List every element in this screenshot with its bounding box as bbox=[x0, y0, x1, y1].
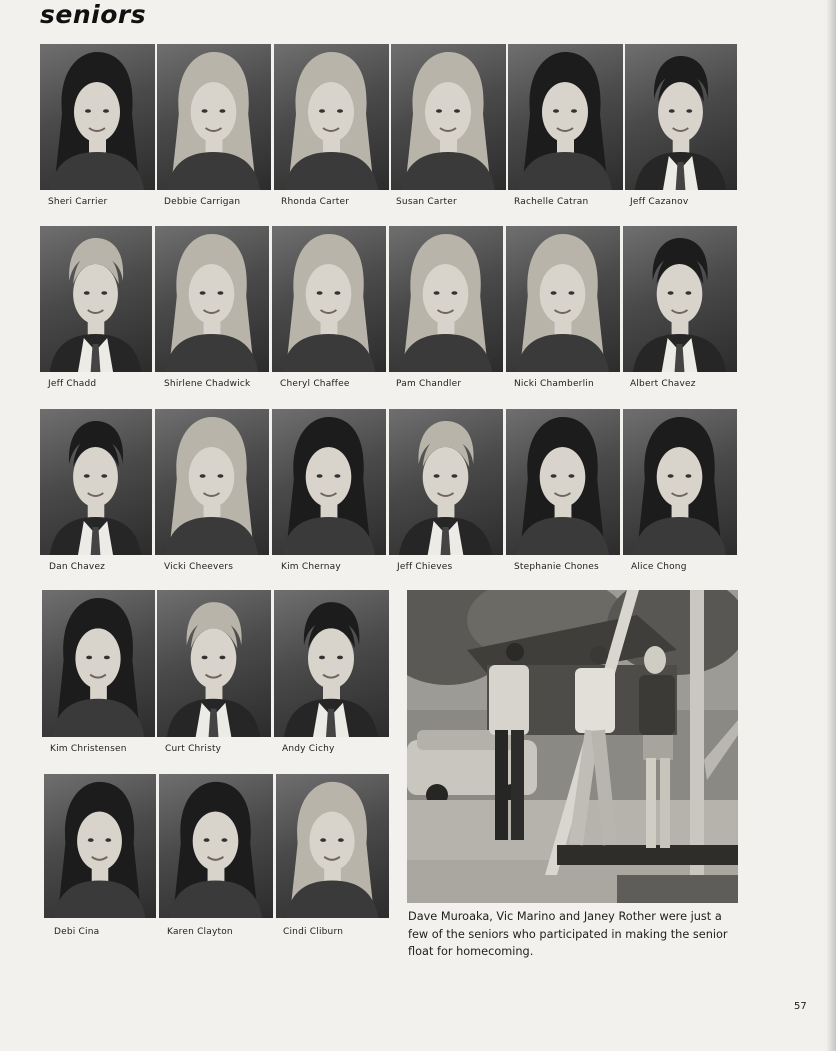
senior-portrait-photo bbox=[155, 409, 269, 555]
senior-portrait-photo bbox=[155, 226, 269, 372]
senior-portrait-photo bbox=[623, 226, 737, 372]
senior-portrait-photo bbox=[42, 590, 155, 737]
senior-portrait-photo bbox=[508, 44, 623, 190]
senior-name-label: Nicki Chamberlin bbox=[514, 379, 594, 389]
senior-name-label: Albert Chavez bbox=[630, 379, 696, 389]
senior-portrait-photo bbox=[276, 774, 389, 918]
senior-portrait-photo bbox=[272, 226, 386, 372]
senior-name-label: Kim Chernay bbox=[281, 562, 341, 572]
senior-name-label: Jeff Cazanov bbox=[630, 197, 689, 207]
senior-portrait-photo bbox=[506, 226, 620, 372]
senior-portrait-photo bbox=[159, 774, 273, 918]
senior-portrait-photo bbox=[389, 226, 503, 372]
senior-name-label: Sheri Carrier bbox=[48, 197, 108, 207]
senior-name-label: Debbie Carrigan bbox=[164, 197, 241, 207]
homecoming-float-photo bbox=[407, 590, 738, 903]
senior-portrait-photo bbox=[274, 590, 389, 737]
senior-name-label: Dan Chavez bbox=[49, 562, 106, 572]
senior-name-label: Jeff Chieves bbox=[397, 562, 453, 572]
senior-portrait-photo bbox=[623, 409, 737, 555]
senior-name-label: Andy Cichy bbox=[282, 744, 335, 754]
senior-portrait-photo bbox=[157, 590, 271, 737]
senior-portrait-photo bbox=[40, 44, 155, 190]
senior-name-label: Karen Clayton bbox=[167, 927, 233, 937]
senior-name-label: Kim Christensen bbox=[50, 744, 127, 754]
senior-name-label: Pam Chandler bbox=[396, 379, 462, 389]
senior-name-label: Stephanie Chones bbox=[514, 562, 599, 572]
senior-portrait-photo bbox=[40, 409, 152, 555]
senior-portrait-photo bbox=[391, 44, 506, 190]
senior-name-label: Rachelle Catran bbox=[514, 197, 589, 207]
senior-portrait-photo bbox=[272, 409, 386, 555]
senior-portrait-photo bbox=[274, 44, 389, 190]
senior-name-label: Susan Carter bbox=[396, 197, 457, 207]
senior-name-label: Rhonda Carter bbox=[281, 197, 350, 207]
senior-portrait-photo bbox=[44, 774, 156, 918]
senior-name-label: Shirlene Chadwick bbox=[164, 379, 251, 389]
senior-name-label: Alice Chong bbox=[631, 562, 687, 572]
senior-name-label: Debi Cina bbox=[54, 927, 100, 937]
senior-name-label: Cheryl Chaffee bbox=[280, 379, 350, 389]
senior-name-label: Curt Christy bbox=[165, 744, 222, 754]
senior-portrait-photo bbox=[40, 226, 152, 372]
senior-portrait-photo bbox=[506, 409, 620, 555]
senior-portrait-photo bbox=[157, 44, 271, 190]
senior-name-label: Cindi Cliburn bbox=[283, 927, 344, 937]
senior-portrait-photo bbox=[625, 44, 737, 190]
senior-name-label: Jeff Chadd bbox=[48, 379, 97, 389]
senior-portrait-photo bbox=[389, 409, 503, 555]
senior-name-label: Vicki Cheevers bbox=[164, 562, 234, 572]
section-title: seniors bbox=[40, 0, 147, 29]
page-edge-shadow bbox=[826, 0, 836, 1051]
page-number: 57 bbox=[794, 1001, 807, 1012]
photo-caption: Dave Muroaka, Vic Marino and Janey Rother were just a few of the seniors who participated in making the senior float for homecoming. bbox=[408, 910, 728, 958]
